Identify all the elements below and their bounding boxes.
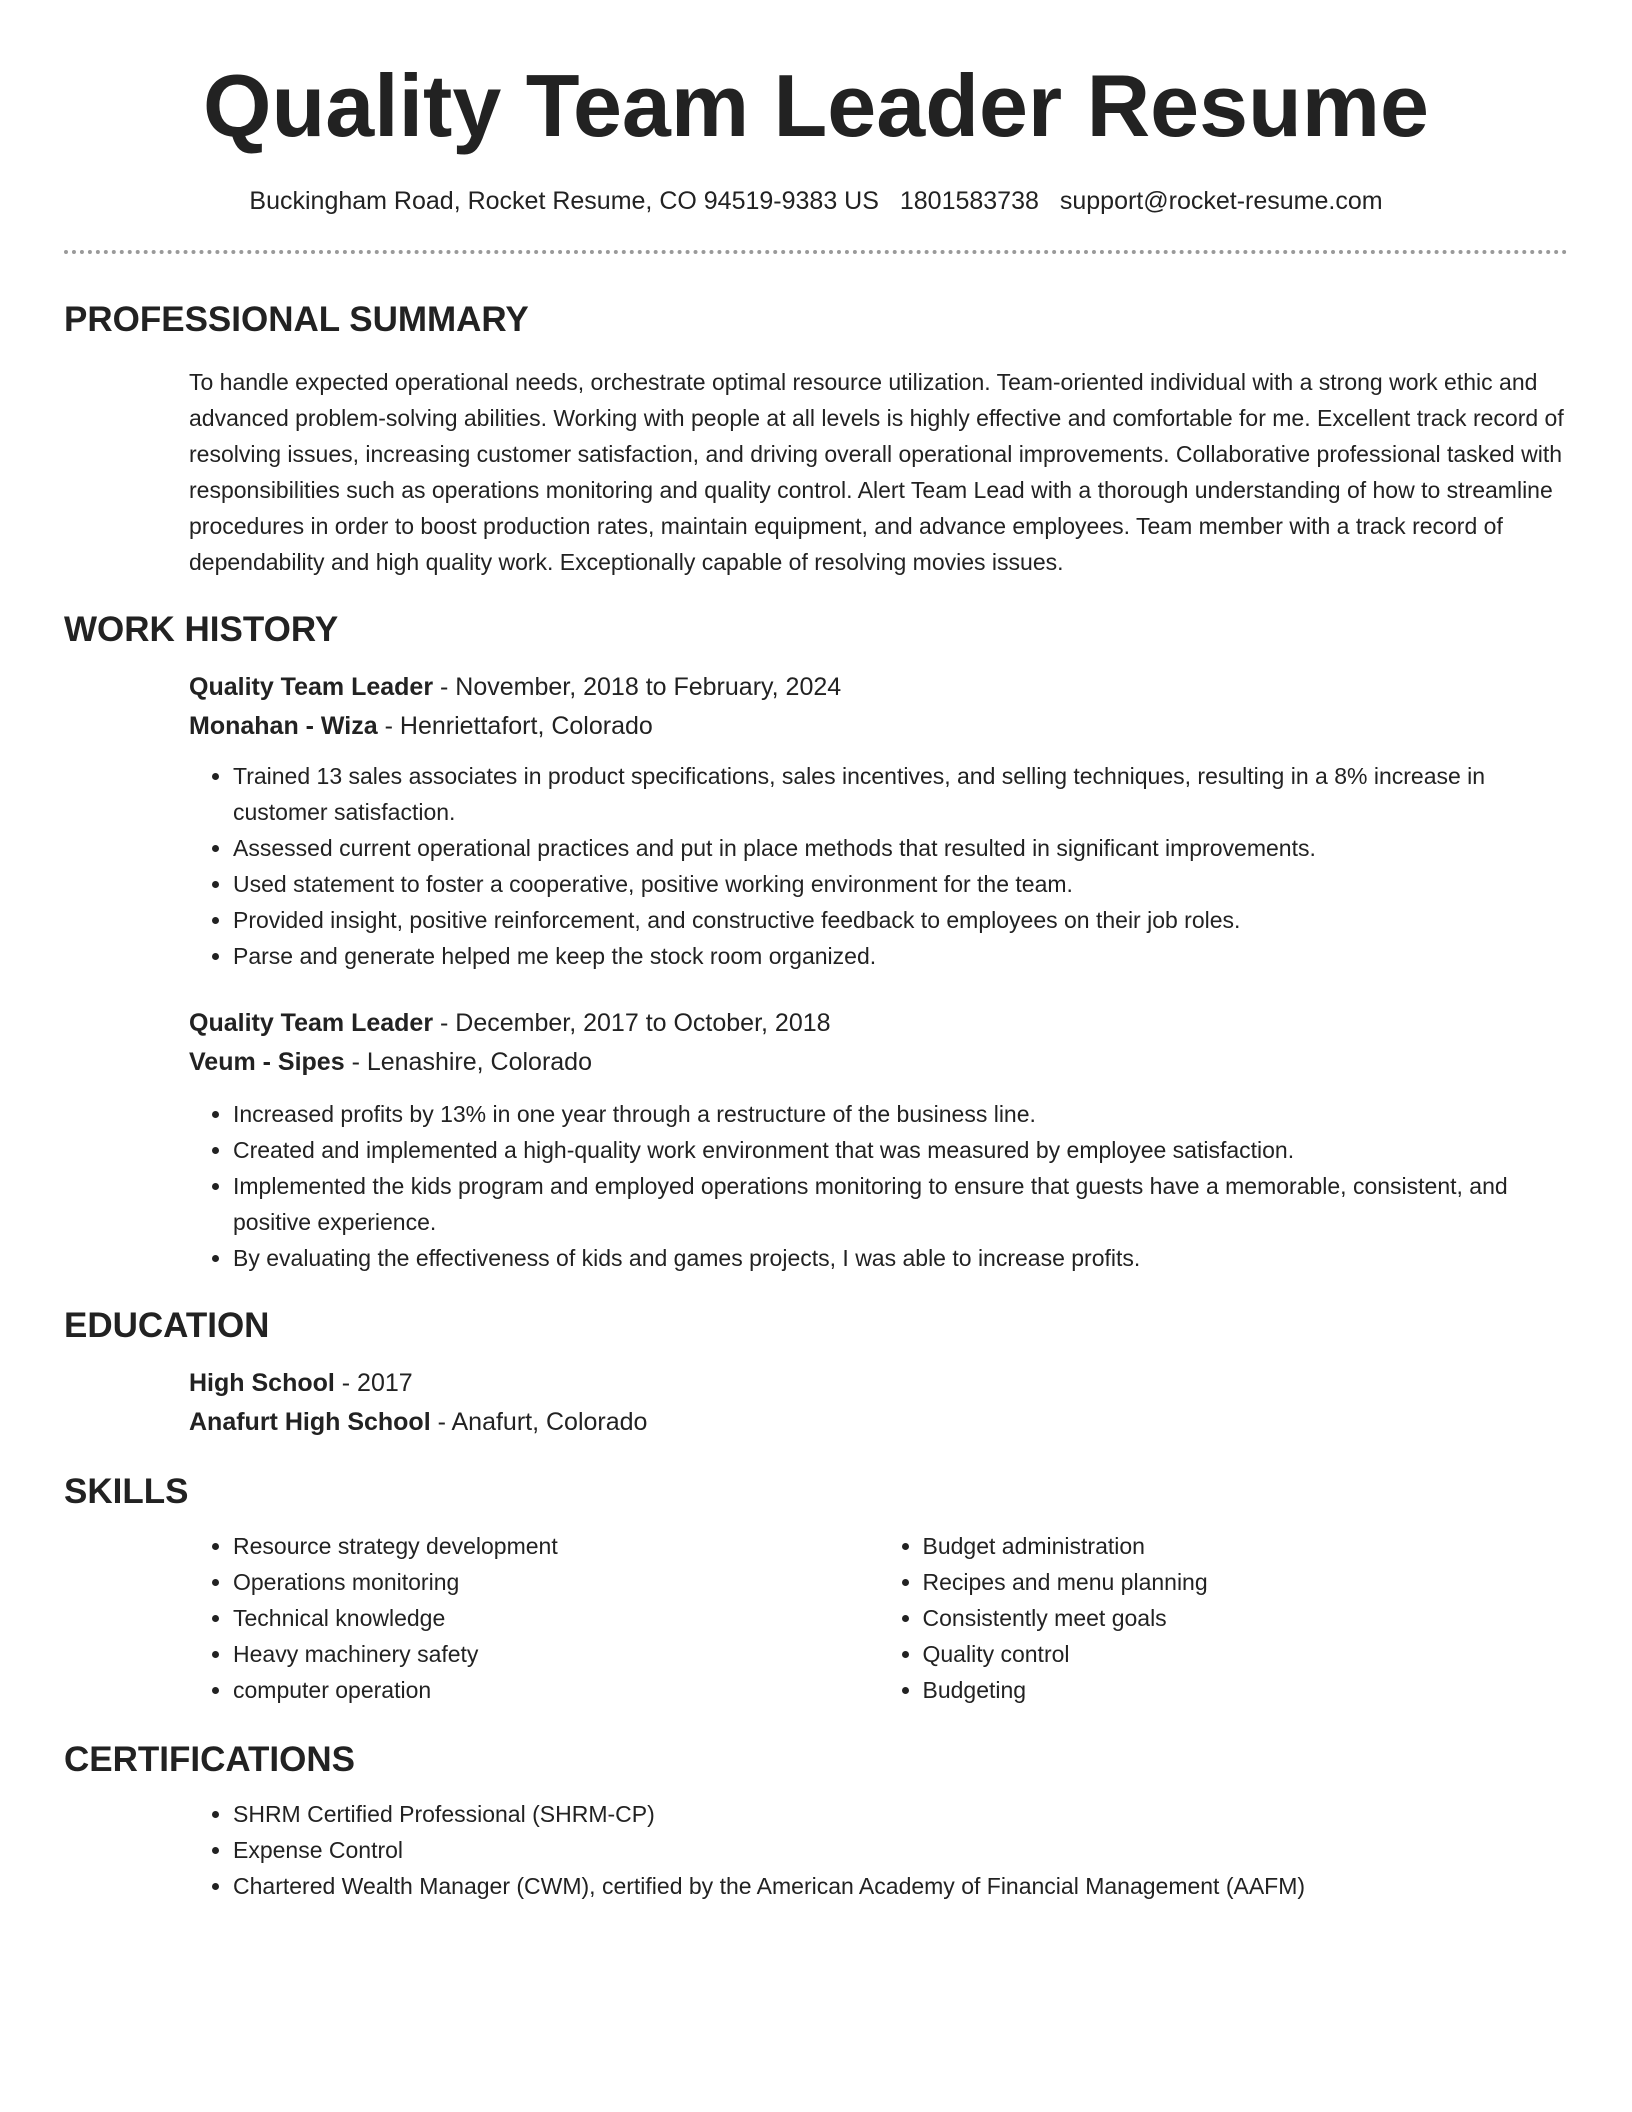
skills-list-right: [879, 1528, 1569, 1708]
certifications-heading: CERTIFICATIONS: [64, 1740, 356, 1779]
skill-item: • Recipes and menu planning: [923, 1564, 1569, 1600]
skill-item: • Quality control: [923, 1636, 1569, 1672]
job-dates: - November, 2018 to February, 2024: [433, 673, 842, 701]
job-company-line: [189, 707, 1568, 746]
certification-item: • Chartered Wealth Manager (CWM), certified by the American Academy of Financial Management (AAFM): [233, 1868, 1568, 1904]
education-school-line: [189, 1403, 1568, 1442]
education-heading: EDUCATION: [64, 1306, 270, 1345]
work-history-heading: WORK HISTORY: [64, 610, 339, 649]
skill-item: • Technical knowledge: [233, 1600, 879, 1636]
job-title: Quality Team Leader: [189, 1009, 434, 1037]
skill-item: • Heavy machinery safety: [233, 1636, 879, 1672]
skill-item: • computer operation: [233, 1672, 879, 1708]
skills-list-left: [189, 1528, 879, 1708]
skills-section: [189, 1528, 1568, 1708]
job-company: Veum - Sipes: [189, 1048, 345, 1076]
job-bullet: • Trained 13 sales associates in product specifications, sales incentives, and selling techniques, resulting in a 8% increase in customer satisfaction.: [233, 758, 1568, 830]
job-entry: [189, 668, 1568, 974]
job-bullet: • By evaluating the effectiveness of kids and games projects, I was able to increase profits.: [233, 1240, 1568, 1276]
certification-item: • SHRM Certified Professional (SHRM-CP): [233, 1796, 1568, 1832]
job-bullet: • Created and implemented a high-quality work environment that was measured by employee satisfaction.: [233, 1132, 1568, 1168]
certifications-section: [189, 1796, 1568, 1904]
education-degree: High School: [189, 1369, 335, 1397]
skill-item: • Operations monitoring: [233, 1564, 879, 1600]
job-bullet: • Assessed current operational practices and put in place methods that resulted in significant improvements.: [233, 830, 1568, 866]
contact-address: Buckingham Road, Rocket Resume, CO 94519-9383 US: [249, 187, 879, 215]
skill-item: • Budget administration: [923, 1528, 1569, 1564]
job-bullets: [189, 1096, 1568, 1276]
resume-page: [64, 0, 1568, 1904]
skills-grid: [189, 1528, 1568, 1708]
certification-item: • Expense Control: [233, 1832, 1568, 1868]
education-degree-line: [189, 1364, 1568, 1403]
job-title-line: [189, 668, 1568, 707]
header-divider: [64, 250, 1568, 254]
job-bullet: • Parse and generate helped me keep the stock room organized.: [233, 938, 1568, 974]
job-bullets: [189, 758, 1568, 974]
job-company: Monahan - Wiza: [189, 712, 378, 740]
education-school: Anafurt High School: [189, 1408, 431, 1436]
contact-line: [64, 184, 1568, 218]
education-year: - 2017: [334, 1369, 413, 1397]
resume-title: Quality Team Leader Resume: [203, 56, 1429, 155]
contact-phone: 1801583738: [899, 187, 1039, 215]
job-title-line: [189, 1004, 1568, 1043]
job-bullet: • Used statement to foster a cooperative, positive working environment for the team.: [233, 866, 1568, 902]
job-bullet: • Increased profits by 13% in one year through a restructure of the business line.: [233, 1096, 1568, 1132]
certifications-list: [189, 1796, 1568, 1904]
summary-heading: PROFESSIONAL SUMMARY: [64, 300, 529, 339]
education-location: - Anafurt, Colorado: [430, 1408, 648, 1436]
contact-email: support@rocket-resume.com: [1059, 187, 1383, 215]
summary-section: [189, 364, 1568, 580]
education-section: [189, 1364, 1568, 1442]
job-dates: - December, 2017 to October, 2018: [433, 1009, 831, 1037]
job-location: - Lenashire, Colorado: [344, 1048, 592, 1076]
work-history-section: [189, 668, 1568, 1276]
job-location: - Henriettafort, Colorado: [377, 712, 653, 740]
skill-item: • Consistently meet goals: [923, 1600, 1569, 1636]
summary-text: To handle expected operational needs, orchestrate optimal resource utilization. Team-oriented individual with a strong work ethic and advanced problem-solving abilities. Working with people at all levels is highly effective and comfortable for me. Excellent track record of resolving issues, increasing customer satisfaction, and driving overall operational improvements. Collaborative professional tasked with responsibilities such as operations monitoring and quality control. Alert Team Lead with a thorough understanding of how to streamline procedures in order to boost production rates, maintain equipment, and advance employees. Team member with a track record of dependability and high quality work. Exceptionally capable of resolving movies issues.: [189, 369, 1564, 575]
job-company-line: [189, 1043, 1568, 1082]
skill-item: • Resource strategy development: [233, 1528, 879, 1564]
job-entry: [189, 1004, 1568, 1276]
skill-item: • Budgeting: [923, 1672, 1569, 1708]
job-bullet: • Implemented the kids program and employed operations monitoring to ensure that guests have a memorable, consistent, and positive experience.: [233, 1168, 1568, 1240]
skills-heading: SKILLS: [64, 1472, 189, 1511]
job-bullet: • Provided insight, positive reinforcement, and constructive feedback to employees on their job roles.: [233, 902, 1568, 938]
job-title: Quality Team Leader: [189, 673, 434, 701]
